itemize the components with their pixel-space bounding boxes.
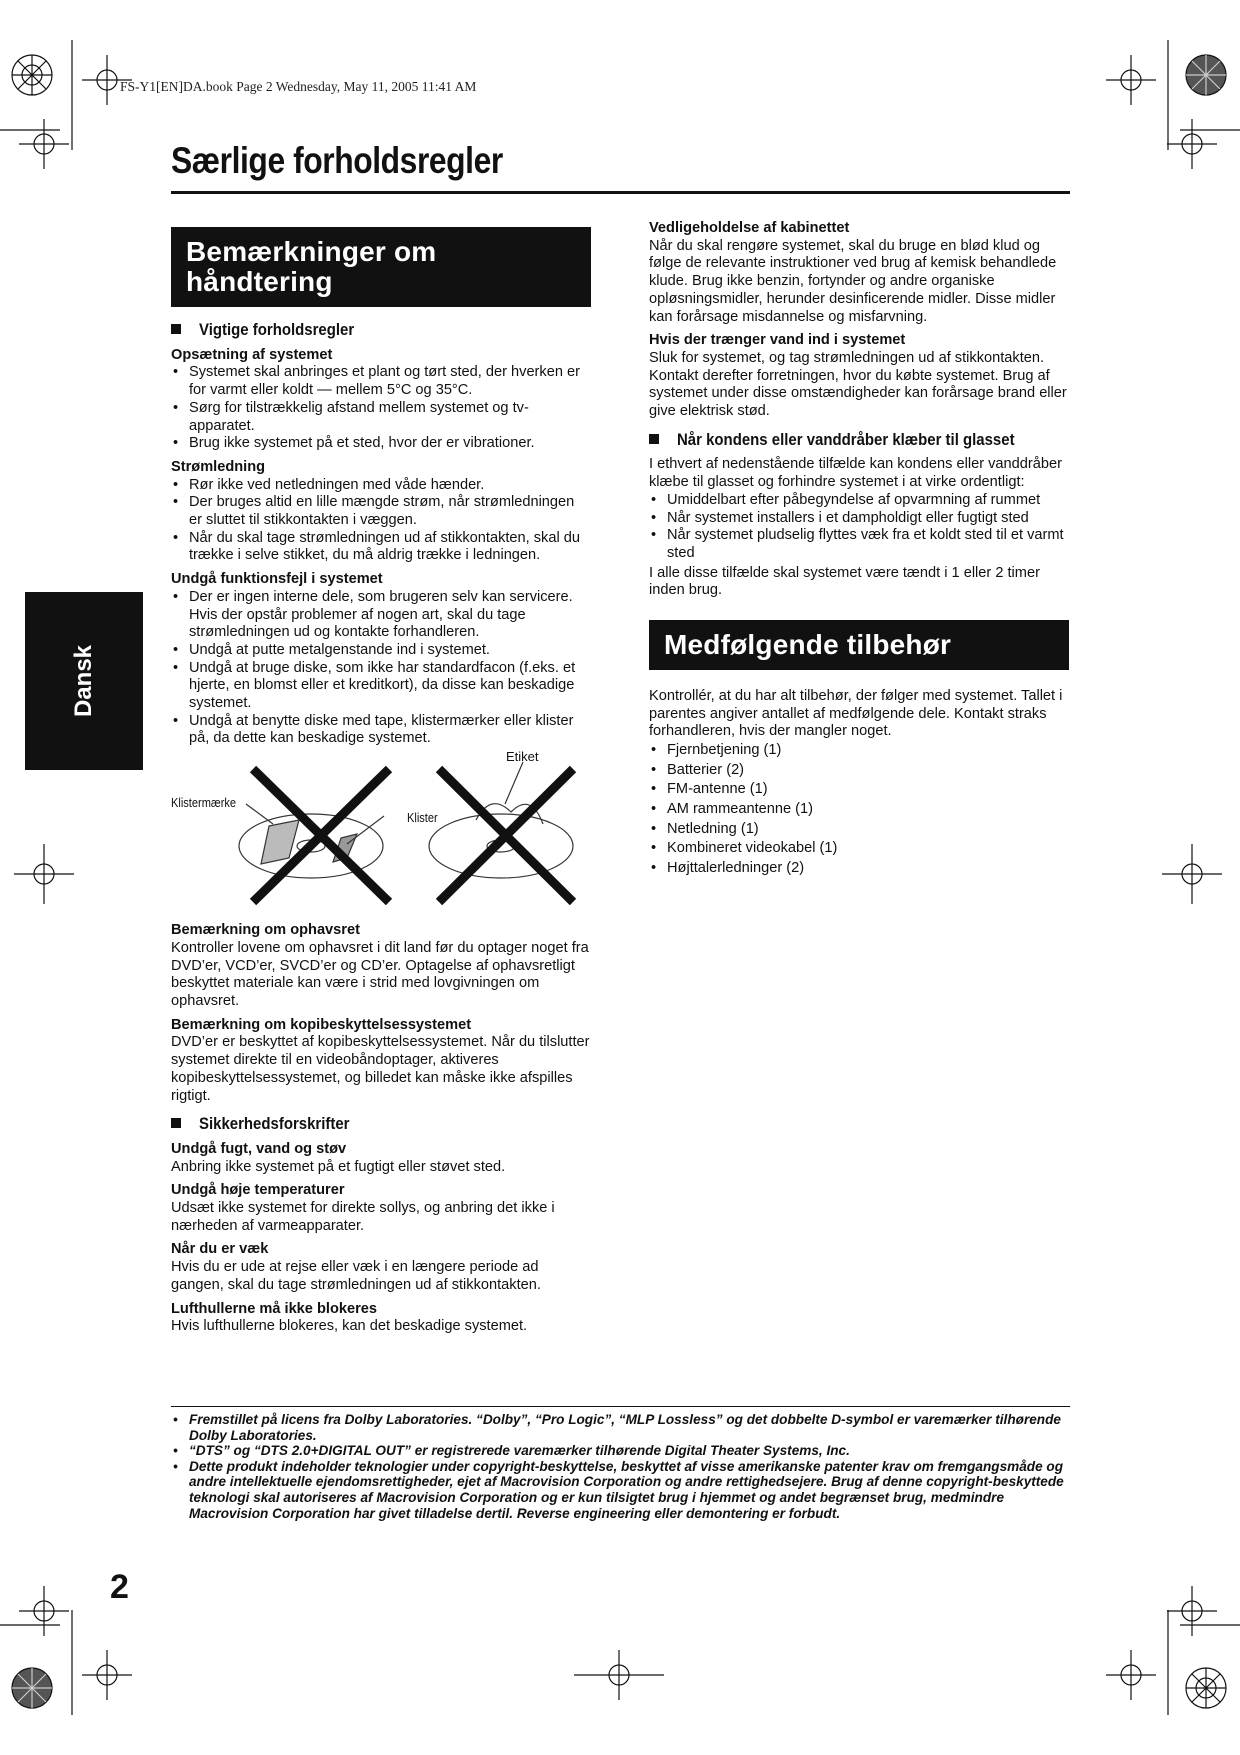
list-item: • Systemet skal anbringes et plant og tørt sted, der hverken er for varmt eller koldt — mellem 5°C og 35°C. (171, 364, 591, 399)
list-item: • Undgå at benytte diske med tape, klistermærker eller klister på, da dette kan beskadige systemet. (171, 713, 591, 748)
list-item: • Umiddelbart efter påbegyndelse af opvarmning af rummet (649, 492, 1069, 510)
section-heading-text: Vigtige forholdsregler (199, 320, 355, 339)
paragraph: Hvis du er ude at rejse eller væk i en længere periode ad gangen, skal du tage strømledningen ud af stikkontakten. (171, 1259, 541, 1293)
registration-target-icon (19, 1586, 69, 1636)
list-item: • Rør ikke ved netledningen med våde hænder. (171, 477, 591, 495)
list-item: • Netledning (1) (649, 820, 1069, 840)
registration-rosette-icon (1186, 1668, 1226, 1708)
list-item: • Undgå at putte metalgenstande ind i systemet. (171, 642, 591, 660)
list-item: • Når du skal tage strømledningen ud af stikkontakten, skal du trække i selve stikket, du må aldrig trække i ledningen. (171, 530, 591, 565)
section-heading-important (171, 321, 591, 339)
paragraph: Hvis lufthullerne blokeres, kan det beskadige systemet. (171, 1318, 528, 1335)
heat-block (171, 1182, 591, 1235)
footnote: • Fremstillet på licens fra Dolby Laboratories. “Dolby”, “Pro Logic”, “MLP Lossless” og det dobbelte D-symbol er varemærker tilhørende Dolby Laboratories. (171, 1412, 1071, 1443)
list-item: • Undgå at bruge diske, som ikke har standardfacon (f.eks. et hjerte, en blomst eller et kreditkort), da disse kan beskadige systemet. (171, 660, 591, 713)
paragraph: Anbring ikke systemet på et fugtigt eller støvet sted. (171, 1158, 506, 1175)
bullet-list (649, 492, 1069, 563)
footnotes (171, 1412, 1071, 1521)
label-klistermaerke: Klistermærke (171, 795, 237, 811)
registration-target-icon (19, 119, 69, 169)
section-band-handling: Bemærkninger om håndtering (171, 227, 591, 307)
footnote: • Dette produkt indeholder teknologier under copyright-beskyttelse, beskyttet af visse amerikanske patenter krav om fremgangsmåde og andre intellektuelle ejendomsrettigheder, ejet af Macrovision Corporation og andre rettighedsejere. Brug af denne copyright-beskyttede teknologi skal autoriseres af Macrovision Corporation og er kun tilsigtet brug i hjemmet og andet begrænset brug, medmindre Macrovision Corporation har givet tilladelse dertil. Reverse engineering eller demontering er forbudt. (171, 1459, 1071, 1521)
registration-target-icon (1167, 1586, 1217, 1636)
section-band-accessories: Medfølgende tilbehør (649, 620, 1069, 670)
list-item: • Der bruges altid en lille mængde strøm, når strømledningen er sluttet til stikkontakten i væggen. (171, 494, 591, 529)
list-item: • Højttalerledninger (2) (649, 859, 1069, 879)
right-column (649, 220, 1069, 878)
copy-protection-block (171, 1017, 591, 1106)
vents-block (171, 1301, 591, 1336)
subheading: Lufthullerne må ikke blokeres (171, 1300, 378, 1317)
moisture-block (171, 1141, 591, 1176)
crossed-out-discs-icon (171, 754, 591, 914)
disc-warning-illustration (171, 749, 591, 914)
registration-target-icon (1106, 55, 1156, 105)
list-item: • AM rammeantenne (1) (649, 800, 1069, 820)
copyright-block (171, 922, 591, 1011)
malfunction-block (171, 571, 591, 748)
bullet-list (171, 477, 591, 566)
square-bullet-icon (171, 324, 181, 334)
subheading: Opsætning af systemet (171, 346, 333, 363)
list-item: • Kombineret videokabel (1) (649, 839, 1069, 859)
page-number: 2 (110, 1568, 129, 1606)
section-heading-safety (171, 1115, 591, 1133)
footnote: • “DTS” og “DTS 2.0+DIGITAL OUT” er registrerede varemærker tilhørende Digital Theater Systems, Inc. (171, 1443, 1071, 1459)
section-heading-text: Når kondens eller vanddråber klæber til glasset (677, 429, 1015, 449)
title-rule (171, 191, 1070, 194)
power-cord-block (171, 459, 591, 565)
cabinet-block (649, 220, 1069, 326)
subheading: Hvis der trænger vand ind i systemet (649, 332, 906, 349)
setup-block (171, 347, 591, 453)
subheading: Undgå fugt, vand og støv (171, 1140, 347, 1157)
paragraph: Når du skal rengøre systemet, skal du bruge en blød klud og følge de relevante instruktioner ved brug af kemisk behandlede klude. Brug ikke benzin, fortynder og andre organiske opløsningsmidler, herunder desinficerende midler. Disse midler kan forårsage misdannelse og misfarvning. (649, 237, 1057, 325)
paragraph: Kontrollér, at du har alt tilbehør, der følger med systemet. Tallet i parentes angiver antallet af medfølgende dele. Kontakt straks forhandleren, hvis der mangler noget. (649, 688, 1063, 740)
subheading: Bemærkning om ophavsret (171, 922, 360, 939)
paragraph: Udsæt ikke systemet for direkte sollys, og anbring det ikke i nærheden af varmeapparater. (171, 1200, 555, 1234)
subheading: Vedligeholdelse af kabinettet (649, 220, 850, 236)
list-item: • Batterier (2) (649, 761, 1069, 781)
footer-rule (171, 1406, 1070, 1407)
registration-rosette-icon (1186, 55, 1226, 95)
subheading: Strømledning (171, 458, 266, 475)
paragraph: I ethvert af nedenstående tilfælde kan kondens eller vanddråber klæbe til glasset og forhindre systemet i at virke ordentligt: (649, 456, 1062, 491)
registration-target-icon (574, 1650, 664, 1700)
subheading: Når du er væk (171, 1241, 269, 1258)
section-heading-condensation (649, 431, 1069, 449)
paragraph: Sluk for systemet, og tag strømledningen ud af stikkontakten. Kontakt derefter forretningen, hvor du købte systemet. Brug af systemet under disse omstændigheder kan forårsage brand eller give elektrisk stød. (649, 349, 1067, 420)
subheading: Bemærkning om kopibeskyttelsessystemet (171, 1016, 472, 1033)
section-heading-text: Sikkerhedsforskrifter (199, 1114, 350, 1134)
accessories-list (649, 741, 1069, 878)
bullet-list (171, 364, 591, 453)
registration-target-icon (82, 1650, 132, 1700)
left-column (171, 227, 591, 1341)
square-bullet-icon (649, 434, 659, 444)
language-side-tab-label: Dansk (70, 644, 97, 718)
paragraph: Kontroller lovene om ophavsret i dit land før du optager noget fra DVD’er, VCD’er, SVCD’er og CD’er. Optagelse af ophavsretligt beskyttet materiale kan være i strid med lovgivningen om ophavsret. (171, 939, 589, 1009)
paragraph: DVD’er er beskyttet af kopibeskyttelsessystemet. Når du tilslutter systemet direkte til en videobåndoptager, aktiveres kopibeskyttelsessystemet, og billedet kan måske ikke afspilles rigtigt. (171, 1034, 590, 1104)
list-item: • Sørg for tilstrækkelig afstand mellem systemet og tv-apparatet. (171, 400, 591, 435)
registration-rosette-icon (12, 55, 52, 95)
water-block (649, 332, 1069, 421)
label-klister: Klister (407, 810, 438, 826)
page-title: Særlige forholdsregler (171, 140, 503, 181)
registration-target-icon (1162, 844, 1222, 904)
label-etiket: Etiket (506, 749, 539, 765)
language-side-tab (25, 592, 143, 770)
square-bullet-icon (171, 1118, 181, 1128)
list-item: • FM-antenne (1) (649, 780, 1069, 800)
list-item: • Fjernbetjening (1) (649, 741, 1069, 761)
list-item: • Brug ikke systemet på et sted, hvor der er vibrationer. (171, 435, 591, 453)
paragraph: I alle disse tilfælde skal systemet være tændt i 1 eller 2 timer inden brug. (649, 564, 1040, 599)
subheading: Undgå høje temperaturer (171, 1182, 345, 1199)
registration-target-icon (1167, 119, 1217, 169)
registration-target-icon (1106, 1650, 1156, 1700)
registration-rosette-icon (12, 1668, 52, 1708)
registration-target-icon (14, 844, 74, 904)
list-item: • Når systemet pludselig flyttes væk fra et koldt sted til et varmt sted (649, 527, 1069, 562)
print-header: FS-Y1[EN]DA.book Page 2 Wednesday, May 11, 2005 11:41 AM (120, 79, 477, 94)
away-block (171, 1241, 591, 1294)
bullet-list (171, 589, 591, 748)
list-item: • Når systemet installers i et dampholdigt eller fugtigt sted (649, 510, 1069, 528)
subheading: Undgå funktionsfejl i systemet (171, 571, 383, 588)
list-item: • Der er ingen interne dele, som brugeren selv kan servicere. Hvis der opstår problemer af nogen art, skal du tage strømledningen ud og kontakte forhandleren. (171, 589, 591, 642)
